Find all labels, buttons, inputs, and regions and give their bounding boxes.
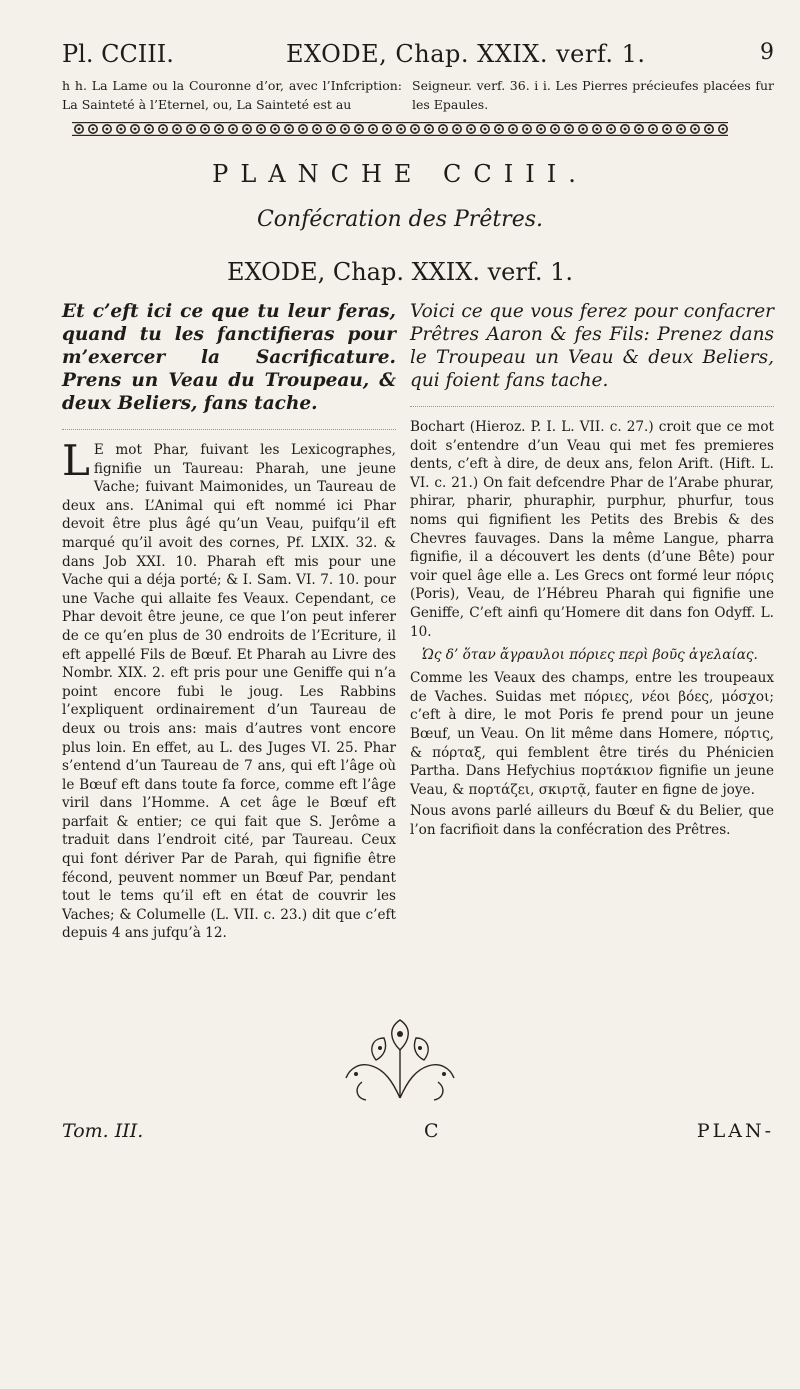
- page-footer: [62, 1120, 774, 1146]
- left-commentary-text: E mot Phar, fuivant les Lexicographes, fignifie un Taureau: Pharah, une jeune Vache; fuivant Maimonides, un Taureau de deux ans. L’Animal qui eft nommé ici Phar devoit être plus âgé qu’un Veau, puifqu’il eft marqué qu’il avoit des cornes, Pf. LXIX. 32. & dans Job XXI. 10. Pharah eft mis pour une Vache qui a déja porté; & I. Sam. VI. 7. 10. pour une Vache qui allaite fes Veaux. Cependant, ce Phar devoit être jeune, ce que l’on peut inferer de ce qu’en plus de 30 endroits de l’Ecriture, il eft appellé Fils de Bœuf. Et Pharah au Livre des Nombr. XIX. 2. eft pris pour une Geniffe qui n’a point encore fubi le joug. Les Rabbins l’expliquent ordinairement d’un Taureau de deux ou trois ans: mais d’autres vont encore plus loin. En effet, au L. des Juges VI. 25. Phar s’entend d’un Taureau de 7 ans, qui eft l’âge où le Bœuf eft dans toute fa force, comme eft l’âge viril dans l’Homme. A cet âge le Bœuf eft parfait & entier; ce qui fait que S. Jerôme a traduit dans l’endroit cité, par Taureau. Ceux qui font dériver Par de Parah, qui fignifie être fécond, peuvent nommer un Bœuf Par, pendant tout le tems qu’il eft en état de couvrir les Vaches; & Columelle (L. VII. c. 23.) dit que c’eft depuis 4 ans jufqu’à 12.: [62, 442, 396, 942]
- signature-mark: C: [424, 1120, 439, 1142]
- catchword: PLAN-: [696, 1120, 774, 1142]
- plate-reference: Pl. CCIII.: [62, 40, 174, 68]
- plate-subtitle: Confécration des Prêtres.: [256, 207, 544, 232]
- note-text-ii: Seigneur. verf. 36. i i. Les Pierres précieufes placées fur les Epaules.: [412, 78, 774, 112]
- dropcap-letter: L: [62, 436, 90, 485]
- plate-note-left: [62, 76, 402, 114]
- section-title: EXODE, Chap. XXIX. verf. 1.: [226, 258, 574, 286]
- volume-label: Tom. III.: [62, 1120, 144, 1142]
- left-verse: Et c’eft ici ce que tu leur feras, quand tu les fanctifieras pour m’exercer la Sacrificature. Prens un Veau du Troupeau, & deux Beliers, fans tache.: [62, 301, 396, 414]
- ornamental-band: [72, 120, 728, 138]
- column-separator: [62, 429, 396, 431]
- plate-title: PLANCHE CCIII.: [212, 160, 588, 188]
- right-commentary-2: Comme les Veaux des champs, entre les troupeaux de Vaches. Suidas met πόριες, νέοι βόες, μόσχοι; c’eft à dire, le mot Poris fe prend pour un jeune Bœuf, un Veau. On lit même dans Homere, πόρτις, & πόρταξ, qui femblent être tirés du Phénicien Partha. Dans Hefychius πορτάκιον fignifie un jeune Veau, & πορτάζει, σκιρτᾷ, fauter en figne de joye.: [410, 670, 774, 798]
- running-title: EXODE, Chap. XXIX. verf. 1.: [286, 40, 646, 68]
- right-verse: Voici ce que vous ferez pour confacrer Prêtres Aaron & fes Fils: Prenez dans le Troupeau un Veau & deux Beliers, qui foient fans tache.: [410, 301, 774, 391]
- right-column: [410, 300, 774, 842]
- plate-note-right: [412, 76, 774, 114]
- greek-quotation: Ὡς δ’ ὅταν ἄγραυλοι πόριες περὶ βοῦς ἀγελαίας.: [422, 647, 758, 664]
- left-commentary: [62, 436, 396, 943]
- floral-vignette-icon: [332, 1010, 468, 1110]
- right-commentary-3: Nous avons parlé ailleurs du Bœuf & du Belier, que l’on facrifioit dans la confécration des Prêtres.: [410, 803, 774, 838]
- note-text-hh: h h. La Lame ou la Couronne d’or, avec l’Infcription: La Sainteté à l’Eternel, ou, La Sainteté est au: [62, 78, 402, 112]
- page-number: 9: [760, 40, 774, 65]
- running-head: [62, 40, 774, 70]
- right-commentary-1: Bochart (Hieroz. P. I. L. VII. c. 27.) croit que ce mot doit s’entendre d’un Veau qui met fes premieres dents, c’eft à dire, de deux ans, felon Arift. (Hift. L. VI. c. 21.) On fait defcendre Phar de l’Arabe phurar, phirar, pharir, phuraphir, purphur, phurfur, tous noms qui fignifient les Petits des Brebis & des Chevres fauvages. Dans la même Langue, pharra fignifie, il a découvert les dents (d’une Bête) pour voir quel âge elle a. Les Grecs ont formé leur πόρις (Poris), Veau, de l’Hébreu Pharah qui fignifie une Geniffe, C’eft ainfi qu’Homere dit dans fon Odyff. L. 10.: [410, 419, 774, 640]
- left-column: [62, 300, 396, 946]
- column-separator: [410, 406, 774, 408]
